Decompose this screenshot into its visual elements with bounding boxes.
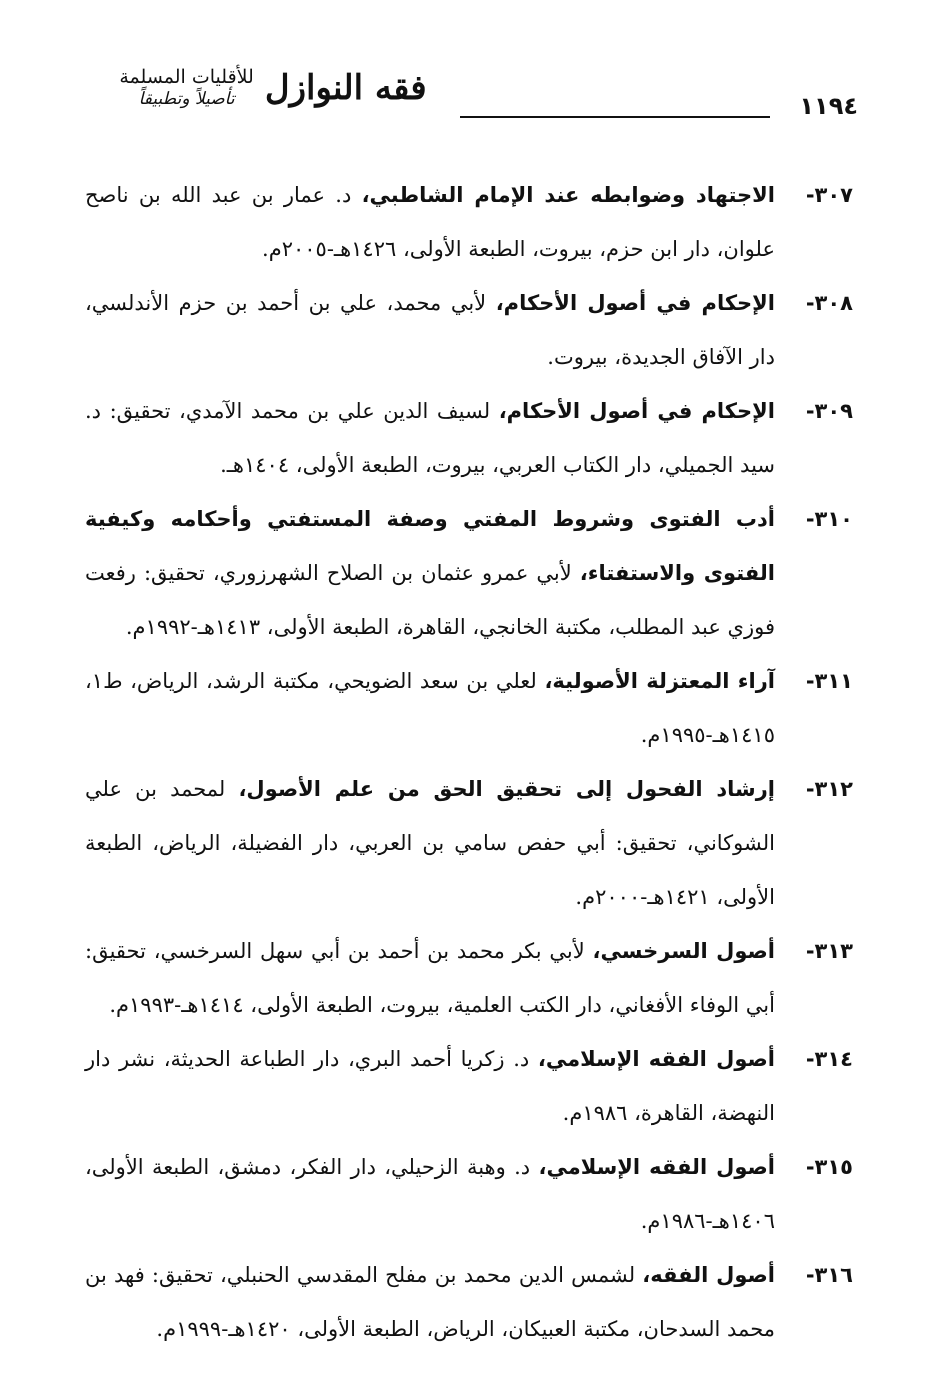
entry-text: لمحمد بن علي الشوكاني، تحقيق: أبي حفص سامي بن العربي، دار الفضيلة، الرياض، الطبعة الأولى، ١٤٢١هـ-٢٠٠٠م. xyxy=(85,777,775,909)
entry-body xyxy=(85,762,775,924)
entry-number: ٣١٣- xyxy=(805,939,853,963)
entry-body xyxy=(85,1140,775,1248)
bibliography-entry xyxy=(85,384,853,492)
entry-number: ٣٠٧- xyxy=(805,183,853,207)
entry-body xyxy=(85,924,775,1032)
entry-text: لشمس الدين محمد بن مفلح المقدسي الحنبلي، تحقيق: فهد بن محمد السدحان، مكتبة العبيكان، الرياض، الطبعة الأولى، ١٤٢٠هـ-١٩٩٩م. xyxy=(85,1263,775,1341)
entry-body xyxy=(85,276,775,384)
entry-title: إرشاد الفحول إلى تحقيق الحق من علم الأصول، xyxy=(238,777,775,801)
entry-number: ٣٠٨- xyxy=(805,291,853,315)
entry-body xyxy=(85,1032,775,1140)
page-header xyxy=(88,66,858,146)
entry-number: ٣١٦- xyxy=(805,1263,853,1287)
entry-number: ٣١٠- xyxy=(805,507,853,531)
book-title xyxy=(88,66,458,146)
book-title-main: فقه النوازل xyxy=(264,68,427,108)
bibliography-entry xyxy=(85,1032,853,1140)
entry-number: ٣١١- xyxy=(805,669,853,693)
entry-title: الإحكام في أصول الأحكام، xyxy=(495,291,776,315)
entry-text: د. زكريا أحمد البري، دار الطباعة الحديثة، نشر دار النهضة، القاهرة، ١٩٨٦م. xyxy=(85,1047,775,1125)
bibliography-entry xyxy=(85,1140,853,1248)
bibliography-list xyxy=(85,168,853,1356)
bibliography-entry xyxy=(85,1248,853,1356)
book-title-tag: للأقليات المسلمة xyxy=(119,66,254,88)
entry-text: د. عمار بن عبد الله بن ناصح علوان، دار ابن حزم، بيروت، الطبعة الأولى، ١٤٢٦هـ-٢٠٠٥م. xyxy=(85,183,775,261)
entry-body xyxy=(85,492,775,654)
entry-number: ٣١٢- xyxy=(805,777,853,801)
entry-title: أصول الفقه الإسلامي، xyxy=(538,1155,775,1179)
bibliography-entry xyxy=(85,492,853,654)
entry-title: أصول السرخسي، xyxy=(592,939,776,963)
entry-text: لعلي بن سعد الضويحي، مكتبة الرشد، الرياض، ط١، ١٤١٥هـ-١٩٩٥م. xyxy=(85,669,775,747)
entry-text: لأبي محمد، علي بن أحمد بن حزم الأندلسي، دار الآفاق الجديدة، بيروت. xyxy=(85,291,775,369)
entry-title: أدب الفتوى وشروط المفتي وصفة المستفتي وأحكامه وكيفية الفتوى والاستفتاء، xyxy=(85,507,775,585)
entry-text: د. وهبة الزحيلي، دار الفكر، دمشق، الطبعة الأولى، ١٤٠٦هـ-١٩٨٦م. xyxy=(85,1155,775,1233)
book-title-tag-block xyxy=(119,66,253,110)
entry-text: لأبي عمرو عثمان بن الصلاح الشهرزوري، تحقيق: رفعت فوزي عبد المطلب، مكتبة الخانجي، القاهرة، الطبعة الأولى، ١٤١٣هـ-١٩٩٢م. xyxy=(85,561,775,639)
entry-body xyxy=(85,1248,775,1356)
entry-title: الاجتهاد وضوابطه عند الإمام الشاطبي، xyxy=(361,183,775,207)
bibliography-entry xyxy=(85,654,853,762)
entry-text: لسيف الدين علي بن محمد الآمدي، تحقيق: د. سيد الجميلي، دار الكتاب العربي، بيروت، الطبعة الأولى، ١٤٠٤هـ. xyxy=(85,399,775,477)
entry-title: أصول الفقه الإسلامي، xyxy=(537,1047,775,1071)
bibliography-entry xyxy=(85,276,853,384)
entry-title: أصول الفقه، xyxy=(642,1263,775,1287)
bibliography-entry xyxy=(85,762,853,924)
entry-text: لأبي بكر محمد بن أحمد بن أبي سهل السرخسي، تحقيق: أبي الوفاء الأفغاني، دار الكتب العلمية، بيروت، الطبعة الأولى، ١٤١٤هـ-١٩٩٣م. xyxy=(85,939,775,1017)
entry-number: ٣١٥- xyxy=(805,1155,853,1179)
entry-number: ٣٠٩- xyxy=(805,399,853,423)
book-title-subtitle: تأصيلاً وتطبيقاً xyxy=(138,89,235,109)
entry-body xyxy=(85,384,775,492)
entry-title: الإحكام في أصول الأحكام، xyxy=(498,399,775,423)
entry-body xyxy=(85,168,775,276)
bibliography-entry xyxy=(85,924,853,1032)
entry-body xyxy=(85,654,775,762)
page-number: ١١٩٤ xyxy=(799,92,858,120)
entry-number: ٣١٤- xyxy=(805,1047,853,1071)
entry-title: آراء المعتزلة الأصولية، xyxy=(544,669,775,693)
bibliography-entry xyxy=(85,168,853,276)
header-rule xyxy=(460,116,770,118)
